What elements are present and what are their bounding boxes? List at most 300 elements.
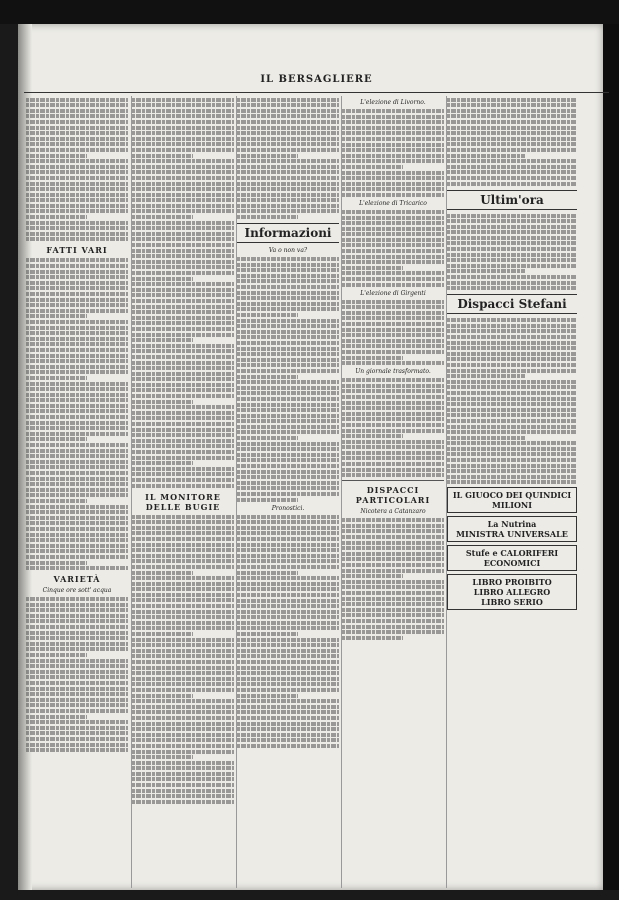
text-line <box>237 626 339 630</box>
text-line <box>342 580 444 584</box>
text-line <box>447 480 577 484</box>
text-line <box>26 636 128 640</box>
text-line <box>132 744 234 748</box>
text-line <box>237 291 339 295</box>
text-line <box>237 660 339 664</box>
text-line <box>342 171 444 175</box>
text-line <box>26 426 128 430</box>
text-line <box>447 363 577 367</box>
text-line <box>447 430 577 434</box>
ad-title: MILIONI <box>492 500 532 511</box>
ad-title: La Nutrina <box>487 519 537 530</box>
text-line <box>132 626 234 630</box>
text-line <box>26 664 128 668</box>
text-line <box>237 436 298 440</box>
text-line <box>342 608 444 612</box>
column-5-stefani-text <box>447 318 577 484</box>
text-line <box>26 748 128 752</box>
text-line <box>132 377 234 381</box>
text-line <box>342 120 444 124</box>
text-line <box>26 465 128 469</box>
text-line <box>237 120 339 124</box>
text-line <box>26 653 87 657</box>
text-line <box>132 142 234 146</box>
text-line <box>26 114 128 118</box>
text-line <box>447 425 577 429</box>
text-line <box>342 378 444 382</box>
text-line <box>26 393 128 397</box>
text-line <box>26 387 128 391</box>
text-line <box>237 464 339 468</box>
text-line <box>26 314 87 318</box>
text-line <box>132 372 234 376</box>
section-subheading-giornale: Un giornale trasformato. <box>355 368 431 376</box>
text-line <box>237 176 339 180</box>
text-line <box>26 614 128 618</box>
ad-stufe <box>447 545 577 571</box>
text-line <box>132 344 234 348</box>
text-line <box>26 437 87 441</box>
text-line <box>132 182 234 186</box>
text-line <box>132 598 234 602</box>
text-line <box>132 394 234 398</box>
text-line <box>26 342 128 346</box>
text-line <box>342 333 444 337</box>
text-line <box>26 292 128 296</box>
text-line <box>342 249 444 253</box>
text-line <box>447 369 577 373</box>
text-line <box>447 402 577 406</box>
text-line <box>26 505 128 509</box>
text-line <box>237 699 339 703</box>
text-line <box>237 481 339 485</box>
text-line <box>26 619 128 623</box>
text-line <box>132 755 193 759</box>
text-line <box>447 452 577 456</box>
text-line <box>237 103 339 107</box>
text-line <box>132 288 234 292</box>
text-line <box>237 126 339 130</box>
column-1-varieta-text <box>26 597 128 752</box>
text-line <box>26 720 128 724</box>
text-line <box>342 462 444 466</box>
text-line <box>132 727 234 731</box>
text-line <box>447 475 577 479</box>
divider <box>342 480 444 481</box>
text-line <box>237 475 339 479</box>
text-line <box>237 458 339 462</box>
text-line <box>342 395 444 399</box>
text-line <box>237 131 339 135</box>
text-line <box>132 666 234 670</box>
column-5 <box>446 96 577 888</box>
text-line <box>26 237 128 241</box>
text-line <box>237 537 339 541</box>
text-line <box>132 559 234 563</box>
text-line <box>342 535 444 539</box>
text-line <box>132 327 234 331</box>
text-line <box>342 389 444 393</box>
text-line <box>237 654 339 658</box>
text-line <box>237 593 339 597</box>
text-line <box>26 415 128 419</box>
text-line <box>447 114 577 118</box>
text-line <box>447 126 577 130</box>
section-heading-monitore: IL MONITORE DELLE BUGIE <box>145 491 221 512</box>
text-line <box>132 632 193 636</box>
text-line <box>132 416 234 420</box>
text-line <box>237 137 339 141</box>
text-line <box>132 439 234 443</box>
text-line <box>132 237 234 241</box>
text-line <box>237 571 298 575</box>
text-line <box>132 515 234 519</box>
text-line <box>237 358 339 362</box>
text-line <box>447 253 577 257</box>
text-line <box>132 176 234 180</box>
column-4-giornale-text <box>342 378 444 477</box>
text-line <box>132 321 234 325</box>
text-line <box>447 98 577 102</box>
column-4-livorno-text <box>342 109 444 197</box>
text-line <box>132 565 234 569</box>
text-line <box>342 473 444 477</box>
text-line <box>132 794 234 798</box>
text-line <box>26 544 128 548</box>
text-line <box>447 346 577 350</box>
text-line <box>132 159 234 163</box>
text-line <box>237 727 339 731</box>
text-line <box>447 436 525 440</box>
text-line <box>237 198 339 202</box>
text-line <box>26 709 128 713</box>
text-line <box>26 270 128 274</box>
text-line <box>342 350 444 354</box>
text-line <box>26 337 128 341</box>
text-line <box>342 440 444 444</box>
text-line <box>132 444 234 448</box>
text-line <box>132 710 234 714</box>
text-line <box>132 154 193 158</box>
text-line <box>237 447 339 451</box>
text-line <box>26 331 128 335</box>
text-line <box>26 165 128 169</box>
text-line <box>447 281 577 285</box>
text-line <box>26 281 128 285</box>
ad-nutrina <box>447 516 577 542</box>
text-line <box>26 510 128 514</box>
text-line <box>132 277 193 281</box>
text-line <box>342 602 444 606</box>
section-subheading-pronostici: Pronostici. <box>271 504 305 512</box>
section-subheading-girgenti: L'elezione di Girgenti <box>360 289 426 297</box>
text-line <box>342 148 444 152</box>
text-line <box>26 120 128 124</box>
text-line <box>342 574 403 578</box>
text-line <box>342 182 444 186</box>
text-line <box>237 204 339 208</box>
text-line <box>26 549 128 553</box>
text-line <box>447 241 577 245</box>
text-line <box>132 148 234 152</box>
text-line <box>447 357 577 361</box>
text-line <box>132 428 234 432</box>
section-subheading-livorno: L'elezione di Livorno. <box>360 99 426 106</box>
text-line <box>447 154 525 158</box>
text-line <box>342 227 444 231</box>
text-line <box>26 298 128 302</box>
text-line <box>132 772 234 776</box>
text-line <box>342 361 444 365</box>
text-line <box>237 531 339 535</box>
text-line <box>447 458 577 462</box>
text-line <box>26 521 128 525</box>
text-line <box>237 599 339 603</box>
text-line <box>342 541 444 545</box>
text-line <box>132 582 234 586</box>
text-line <box>132 209 234 213</box>
text-line <box>342 625 444 629</box>
text-line <box>342 529 444 533</box>
text-line <box>26 460 128 464</box>
text-line <box>132 204 234 208</box>
text-line <box>132 338 193 342</box>
text-line <box>132 388 234 392</box>
column-3-pronostici-text <box>237 515 339 748</box>
text-line <box>237 738 339 742</box>
text-line <box>237 430 339 434</box>
text-line <box>26 477 128 481</box>
text-line <box>26 148 128 152</box>
text-line <box>132 783 234 787</box>
text-line <box>132 310 234 314</box>
text-line <box>447 408 577 412</box>
text-line <box>26 221 128 225</box>
text-line <box>26 170 128 174</box>
text-line <box>26 597 128 601</box>
text-line <box>342 630 444 634</box>
text-line <box>26 215 87 219</box>
text-line <box>237 268 339 272</box>
scan-top-edge <box>0 0 619 24</box>
text-line <box>26 538 128 542</box>
text-line <box>132 120 234 124</box>
section-heading-informazioni: Informazioni <box>237 223 339 243</box>
text-line <box>447 264 577 268</box>
text-line <box>132 638 234 642</box>
text-line <box>132 576 234 580</box>
text-line <box>447 170 577 174</box>
text-line <box>342 406 444 410</box>
text-line <box>26 659 128 663</box>
text-line <box>237 694 298 698</box>
text-line <box>237 263 339 267</box>
text-line <box>342 255 444 259</box>
text-line <box>26 404 128 408</box>
text-line <box>26 726 128 730</box>
text-line <box>26 182 128 186</box>
ad-title: IL GIUOCO DEI QUINDICI <box>452 490 572 501</box>
text-line <box>447 385 577 389</box>
text-line <box>26 527 128 531</box>
text-line <box>342 322 444 326</box>
text-line <box>237 324 339 328</box>
text-line <box>237 352 339 356</box>
text-line <box>132 705 234 709</box>
text-line <box>342 210 444 214</box>
text-line <box>26 516 128 520</box>
text-line <box>26 499 87 503</box>
text-line <box>132 789 234 793</box>
text-line <box>447 176 577 180</box>
text-line <box>26 309 128 313</box>
text-line <box>237 148 339 152</box>
text-line <box>447 380 577 384</box>
text-line <box>342 154 444 158</box>
text-line <box>237 369 339 373</box>
text-line <box>26 159 128 163</box>
text-line <box>132 610 234 614</box>
column-2-monitore-text <box>132 515 234 804</box>
text-line <box>26 204 128 208</box>
text-line <box>26 566 128 570</box>
text-line <box>237 187 339 191</box>
text-line <box>132 187 234 191</box>
text-line <box>342 159 444 163</box>
text-line <box>26 226 128 230</box>
text-line <box>237 98 339 102</box>
text-line <box>132 232 234 236</box>
section-heading-ultim-ora: Ultim'ora <box>447 190 577 210</box>
text-line <box>132 109 234 113</box>
text-line <box>237 397 339 401</box>
text-line <box>132 604 234 608</box>
text-line <box>237 666 339 670</box>
section-heading-dispacci-stefani: Dispacci Stefani <box>447 294 577 314</box>
ad-title: MINISTRA UNIVERSALE <box>456 529 568 540</box>
text-line <box>342 344 444 348</box>
text-line <box>237 649 339 653</box>
text-line <box>132 165 234 169</box>
text-line <box>26 647 128 651</box>
text-line <box>237 677 339 681</box>
text-line <box>26 376 87 380</box>
text-line <box>237 733 339 737</box>
text-line <box>26 154 87 158</box>
text-line <box>237 638 339 642</box>
text-line <box>447 103 577 107</box>
text-line <box>237 330 339 334</box>
text-line <box>132 433 234 437</box>
text-line <box>447 275 577 279</box>
text-line <box>26 443 128 447</box>
text-line <box>342 546 444 550</box>
text-line <box>26 320 128 324</box>
text-line <box>132 193 234 197</box>
text-line <box>26 675 128 679</box>
text-line <box>447 182 577 186</box>
text-line <box>447 397 577 401</box>
text-line <box>342 445 444 449</box>
text-line <box>237 559 339 563</box>
text-line <box>26 631 128 635</box>
ad-title: Stufe e CALORIFERI ECONOMICI <box>465 548 559 569</box>
text-line <box>237 425 339 429</box>
ad-title: LIBRO PROIBITO <box>472 577 552 588</box>
text-line <box>237 615 339 619</box>
text-line <box>132 615 234 619</box>
text-line <box>447 341 577 345</box>
text-line <box>342 451 444 455</box>
scan-right-edge <box>603 24 619 890</box>
text-line <box>342 193 444 197</box>
text-line <box>342 524 444 528</box>
text-line <box>237 716 339 720</box>
text-line <box>447 137 577 141</box>
text-line <box>26 555 128 559</box>
text-line <box>26 348 128 352</box>
text-line <box>132 688 234 692</box>
text-line <box>132 593 234 597</box>
column-1-intro-text <box>26 98 128 242</box>
text-line <box>237 215 298 219</box>
text-line <box>237 391 339 395</box>
text-line <box>132 366 234 370</box>
text-line <box>26 533 128 537</box>
text-line <box>237 341 339 345</box>
section-subheading-va-o-non-va: Va o non va? <box>268 247 308 255</box>
text-line <box>26 493 128 497</box>
text-line <box>132 531 234 535</box>
text-line <box>342 283 444 287</box>
text-line <box>342 636 403 640</box>
text-line <box>132 682 234 686</box>
text-line <box>26 303 128 307</box>
text-line <box>342 126 444 130</box>
column-2 <box>131 96 234 888</box>
text-line <box>132 526 234 530</box>
text-line <box>237 209 339 213</box>
text-line <box>26 449 128 453</box>
column-1 <box>26 96 128 888</box>
text-line <box>342 300 444 304</box>
text-line <box>447 236 577 240</box>
ad-title: LIBRO ALLEGRO <box>473 587 551 598</box>
text-line <box>342 597 444 601</box>
text-line <box>26 187 128 191</box>
text-line <box>447 269 525 273</box>
text-line <box>26 370 128 374</box>
text-line <box>132 694 193 698</box>
text-line <box>342 260 444 264</box>
section-subheading-cinque-ore: Cinque ore sott' acqua <box>42 587 112 595</box>
text-line <box>237 159 339 163</box>
text-line <box>342 557 444 561</box>
text-line <box>237 587 339 591</box>
text-line <box>237 543 339 547</box>
text-line <box>132 260 234 264</box>
text-line <box>132 361 234 365</box>
text-line <box>237 486 339 490</box>
text-line <box>26 715 87 719</box>
text-line <box>132 282 234 286</box>
text-line <box>132 271 234 275</box>
text-line <box>26 176 128 180</box>
text-line <box>26 409 128 413</box>
text-line <box>237 610 339 614</box>
text-line <box>447 447 577 451</box>
text-line <box>447 109 577 113</box>
